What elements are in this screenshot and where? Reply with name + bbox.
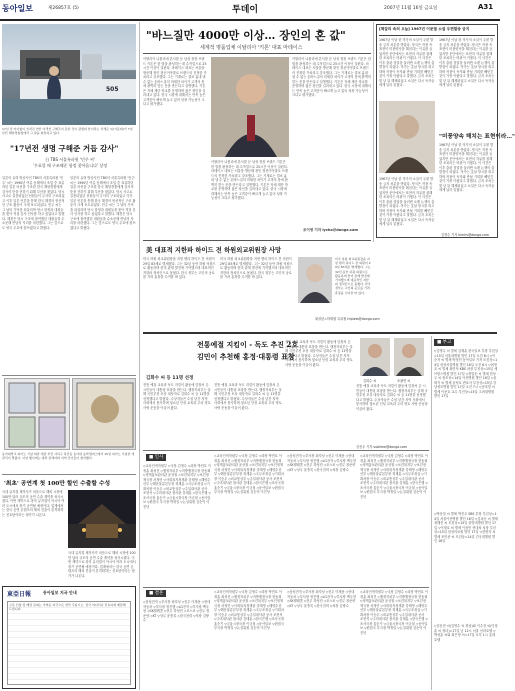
list2-col-3: ◇삼성전자 ▽부사장 최지성 ▽전무 이재용 ◇현대자동차 ▽부사장 정진행 ◇LG전자 ▽부사장 백우현 ◇SK텔레콤 ▽전무 하성민 ◇포스코 ▽전무 정준양 ◇KT ▽상무 윤종록 ◇한국전력 ▽처장 김쌍수 (287, 590, 357, 608)
mid-headline-2: 김민이 추천해 홍정·대통령 표창 (197, 352, 295, 361)
stamp-illustration-2 (73, 379, 137, 451)
night-photo (68, 490, 136, 548)
personnel-col-4: ◇교육인적자원부 ▽국장 김영수 ▽과장 박민호 이정훈 최성진 ◇행정자치부 ▽지방행정국장 한동희 ▽정책홍보관리관 윤상철 ◇보건복지부 ▽보건정책국장 서정민 ▽사회복지정책관 강태영 ◇해양수산부 ▽해운물류본부장 정재훈 ◇국무조정실 ▽기획차장 이승우 ◇외교통상부 ▽주일대사관 공사 조현석 ▽주미대사관 참사관 김태훈 ◇한국은행 ▽조사국장 홍순기 ▽금융시장국장 이규철 ◇동아일보 ▽편집국 부국장 박정일 ▽논설위원 김순덕 이진녕 (360, 454, 428, 499)
author-photo (379, 101, 435, 173)
left-hangul-body-2: 국내 뮤지컬 제작사가 처음으로 해외 시장에 100만 달러 규모의 공연 수출 계약을 성사시켰다. 이번 계약으로 창작 뮤지컬이 아시아 여러 도시에서 장기 공연될 예정이다. 업계에서는 한국 공연 콘텐츠의 해외 진출이 본격화하는 신호탄이라는 평가가 나온다. (68, 551, 136, 578)
mid-headline-1: 전통예절 지킴이 - 독도 추진 2호 (197, 340, 299, 349)
jo-portrait (394, 338, 424, 376)
col-rule-1 (139, 22, 140, 690)
left-article-body: 일본의 유력 방송사인 TBS의 서울특파원 '민주' 씨는 1990년 여름 동해에서 조업 중 표류하던 일본 어선을 구조한 한국 해양경찰에게 감사의 뜻을 전하기 위해 부산을 찾았다. 당시 사고로 실종되었던 선원들이 무사히 구조되었고 이후 일본 언론을 통해 한국 해경의 헌신적인 구조 활동이 크게 보도되었다. 민주 씨는 그 날의 기억을 되살리며 당시 함정과 대원들을 찾아 직접 감사 인사를 하고 싶었다고 말했다. 해경은 당시 구조에 참여했던 대원들을 수소문해 만남의 자리를 마련했다. 그는 앞으로도 양국 우호에 힘쓰겠다고 밝혔다. (2, 176, 65, 230)
obit-body-2: ▽박상철 씨 별세 박진우 SBS 부장 부친상=14일 서울아산병원 발인 16일 ▽김옥순 씨 별세 정해진 씨 모친상=15일 한양대병원 발인 17일 ▽이정호 씨 별세 이성민 현대차 차장 부친상=15일 삼성의료원 발인 17일 ▽한영자 씨 별세 조민준 씨 모친상=14일 건국대병원 발인 16일 (434, 512, 498, 543)
center-subhead: 세계적 명품업체 이탈리아 '키톤' 대표 마테이스 (200, 45, 303, 51)
col-rule-3 (431, 336, 432, 690)
col-rule-2 (373, 22, 374, 242)
ad-title: 동아일보 지국 안내 (43, 590, 77, 595)
list2-col-2: ◇교육인적자원부 ▽국장 김영수 ▽과장 박민호 이정훈 최성진 ◇행정자치부 ▽지방행정국장 한동희 ▽정책홍보관리관 윤상철 ◇보건복지부 ▽보건정책국장 서정민 ▽사회복지정책관 강태영 ◇해양수산부 ▽해운물류본부장 정재훈 ◇국무조정실 ▽기획차장 이승우 ◇외교통상부 ▽주일대사관 공사 조현석 ▽주미대사관 참사관 김태훈 ◇한국은행 ▽조사국장 홍순기 ▽금융시장국장 이규철 ◇동아일보 ▽편집국 부국장 박정일 ▽논설위원 김순덕 이진녕 (214, 590, 284, 630)
center-rule-3 (143, 332, 497, 334)
ship-illustration (2, 24, 136, 125)
subscription-ad (2, 586, 136, 689)
stamp-photo (4, 378, 70, 450)
caption-kim: 김화수 씨 (363, 379, 377, 383)
left-divider-2 (2, 474, 136, 475)
center-body-1: 이탈리아 나폴리에 본사를 둔 남성 정장 브랜드 키톤은 한 벌을 완성하는 데 수작업으로 25시간 이상이 걸린다. 마테이스 대표는 서울을 방문해 장인 정신이야말로 브랜드의 진정한 가치라고 강조했다. 그는 기계로는 결코 흉내 낼 수 없는 손바느질의 미세한 차이가 고객의 몸에 완벽히 맞는 옷을 만든다고 설명했다. 키톤은 자체 재단 학교를 운영하며 젊은 장인을 길러내고 있다. 한국 시장에 대해서는 안목 높은 고객층이 빠르게 늘고 있어 성장 가능성이 크다고 평가했다. (143, 57, 207, 106)
author-portrait (379, 101, 435, 173)
marriage-body: ▽김동현 씨(김영수 씨 장남)와 이수진 씨(이정훈 씨 장녀)=17일 낮 12시 서울 신라호텔 ▽박성훈 씨와 최은영 씨=17일 오후 1시 롯데호텔 (434, 624, 498, 642)
newspaper-logo: 동아일보 (2, 3, 33, 13)
bookmark-body-2: 1967년 이날 한 작가의 소설이 우편 발송 금지 처분을 받았다. 당국은 작품 속 표현이 미풍양속을 해친다는 이유를 들었지만 문단에서는 표현의 자유를 침해한 조치라는 비판이 거셌다. 이 사건은 이후 출판 검열을 둘러싼 오랜 논쟁의 출발점이 되었다. 작가는 훗날 당시를 회고하며 작품이 독자와 만날 기회를 빼앗긴 것이 가장 아팠다고 말했다. 금지 조치는 몇 년 뒤 해제되었고 소설은 다시 독자들에게 널리 읽혔다. (439, 38, 495, 87)
night-scene-illustration (68, 490, 136, 548)
kim-photo (360, 338, 390, 376)
bookmark-header: [책갈피 속의 오늘] 1967년 이문열 소설 우편발송 금지 (379, 27, 470, 31)
mid-body-4: 전통 예절 교육과 독도 지킴이 활동에 앞장서 온 시민들이 대통령 표창을 받는다. 행정자치부는 올해 국민추천 포상 대상자로 김화수 씨 등 11명을 선정했다고 밝혔다. 수상자들은 수십 년간 지역 사회에서 봉사하며 청소년 인성 교육과 우리 영토 사랑 운동을 이끌어 왔다. (356, 384, 428, 411)
left-hangul-body: 국내 뮤지컬 제작사가 처음으로 해외 시장에 100만 달러 규모의 공연 수출 계약을 성사시켰다. 이번 계약으로 창작 뮤지컬이 아시아 여러 도시에서 장기 공연될 예정이다. 업계에서는 한국 공연 콘텐츠의 해외 진출이 본격화하는 신호탄이라는 평가가 나온다. (2, 490, 65, 517)
center-rule-4 (143, 450, 429, 451)
personnel-col-3: ◇삼성전자 ▽부사장 최지성 ▽전무 이재용 ◇현대자동차 ▽부사장 정진행 ◇LG전자 ▽부사장 백우현 ◇SK텔레콤 ▽전무 하성민 ◇포스코 ▽전무 정준양 ◇KT ▽상무 윤종록 ◇한국전력 ▽처장 김쌍수 (287, 454, 357, 472)
hyde-portrait (298, 257, 332, 303)
bookmark-rule (379, 35, 495, 36)
center-headline: "바느질만 4000만 이상… 장인의 혼 값" (146, 29, 346, 42)
bookmark-body-3: 1967년 이날 한 작가의 소설이 우편 발송 금지 처분을 받았다. 당국은 작품 속 표현이 미풍양속을 해친다는 이유를 들었지만 문단에서는 표현의 자유를 침해한 조치라는 비판이 거셌다. 이 사건은 이후 출판 검열을 둘러싼 오랜 논쟁의 출발점이 되었다. 작가는 훗날 당시를 회고하며 작품이 독자와 만날 기회를 빼앗긴 것이 가장 아팠다고 말했다. 금지 조치는 몇 년 뒤 해제되었고 소설은 다시 독자들에게 널리 읽혔다. (379, 177, 435, 226)
bookmark-quote: "미풍양속 해치는 표현이라…" (439, 134, 515, 140)
left-quote-headline: "17년전 생명 구해준 거듭 감사" (10, 144, 119, 153)
stamp-photo-2 (72, 378, 136, 450)
left-hangul-headline: '최초' 공연계 첫 100만 할인 수출할 수성 (4, 481, 111, 487)
stamp-caption: 동아대학교 피아노 기념 회관 개관 부산 사하구 하단동 동아대 승학캠퍼스에서 15일 피아노 기념관 개관식이 열렸다. 이날 행사에는 대학 관계자와 지역 인사들이 참석했다. (2, 452, 135, 461)
left-divider-1 (2, 375, 136, 376)
caption-jo: 조광연 씨 (397, 379, 411, 383)
story2-headline: 美 대표적 지한파 하이드 전 하원외교위원장 사망 (146, 247, 282, 254)
photo-caption: 17년 전 어이없이 쓰러진 연안 여객선 구해주지 못한 것이 평생의 한이라는 서세은 씨(가운데)가 7일 부산 해양경찰청에서 그 날을 회상하고 있다. (2, 127, 133, 136)
bookmark-byline: 김현수 기자 kimhs@donga.com (441, 233, 489, 237)
issue-number: 제26857호 (5) (48, 6, 79, 11)
center-byline: 조이영 기자 lycho@donga.com (303, 228, 359, 232)
obit-label: ■ 부고 (434, 339, 454, 346)
story2-byline: 워싱턴=하태원 특파원 triplets@donga.com (315, 317, 380, 321)
personnel-col-1: ◇교육인적자원부 ▽국장 김영수 ▽과장 박민호 이정훈 최성진 ◇행정자치부 ▽지방행정국장 한동희 ▽정책홍보관리관 윤상철 ◇보건복지부 ▽보건정책국장 서정민 ▽사회복지정책관 강태영 ◇해양수산부 ▽해운물류본부장 정재훈 ◇국무조정실 ▽기획차장 이승우 ◇외교통상부 ▽주일대사관 공사 조현석 ▽주미대사관 참사관 김태훈 ◇한국은행 ▽조사국장 홍순기 ▽금융시장국장 이규철 ◇동아일보 ▽편집국 부국장 박정일 ▽논설위원 김순덕 이진녕 (143, 464, 211, 509)
story2-body-2: 미국 하원 외교위원장을 지낸 헨리 하이드 전 의원이 29일 83세로 별세했다. 그는 32년 동안 하원 의원으로 활동하며 한미 관계 발전에 기여했으며 대표적인 지한파 정치인으로 꼽혔다. 한국 정부는 고인의 공로를 기려 훈장을 수여한 바 있다. (220, 257, 293, 279)
issue-date: 2007년 11월 16일 금요일 (384, 6, 438, 11)
personnel-label: ■ 인사 (146, 454, 166, 461)
left-sub2: '우표할 때 구조해준 함정 찾아옵니다' 상정 (32, 163, 108, 168)
center-body-2: 이탈리아 나폴리에 본사를 둔 남성 정장 브랜드 키톤은 한 벌을 완성하는 데 수작업으로 25시간 이상이 걸린다. 마테이스 대표는 서울을 방문해 장인 정신이야말로 브랜드의 진정한 가치라고 강조했다. 그는 기계로는 결코 흉내 낼 수 없는 손바느질의 미세한 차이가 고객의 몸에 완벽히 맞는 옷을 만든다고 설명했다. 키톤은 자체 재단 학교를 운영하며 젊은 장인을 길러내고 있다. 한국 시장에 대해서는 안목 높은 고객층이 빠르게 늘고 있어 성장 가능성이 크다고 평가했다. (211, 160, 288, 200)
mateis-photo (211, 57, 289, 157)
list2-col-1: ◇삼성전자 ▽부사장 최지성 ▽전무 이재용 ◇현대자동차 ▽부사장 정진행 ◇LG전자 ▽부사장 백우현 ◇SK텔레콤 ▽전무 하성민 ◇포스코 ▽전무 정준양 ◇KT ▽상무 윤종록 ◇한국전력 ▽처장 김쌍수 (143, 600, 211, 622)
left-subheads (4, 157, 136, 169)
center-body-3: 이탈리아 나폴리에 본사를 둔 남성 정장 브랜드 키톤은 한 벌을 완성하는 데 수작업으로 25시간 이상이 걸린다. 마테이스 대표는 서울을 방문해 장인 정신이야말로 브랜드의 진정한 가치라고 강조했다. 그는 기계로는 결코 흉내 낼 수 없는 손바느질의 미세한 차이가 고객의 몸에 완벽히 맞는 옷을 만든다고 설명했다. 키톤은 자체 재단 학교를 운영하며 젊은 장인을 길러내고 있다. 한국 시장에 대해서는 안목 높은 고객층이 빠르게 늘고 있어 성장 가능성이 크다고 평가했다. (292, 57, 371, 97)
center-rule-5 (143, 587, 429, 588)
personnel-col-2: ◇교육인적자원부 ▽국장 김영수 ▽과장 박민호 이정훈 최성진 ◇행정자치부 ▽지방행정국장 한동희 ▽정책홍보관리관 윤상철 ◇보건복지부 ▽보건정책국장 서정민 ▽사회복지정책관 강태영 ◇해양수산부 ▽해운물류본부장 정재훈 ◇국무조정실 ▽기획차장 이승우 ◇외교통상부 ▽주일대사관 공사 조현석 ▽주미대사관 참사관 김태훈 ◇한국은행 ▽조사국장 홍순기 ▽금융시장국장 이규철 ◇동아일보 ▽편집국 부국장 박정일 ▽논설위원 김순덕 이진녕 (214, 454, 284, 494)
jo-photo (394, 338, 424, 376)
section-title: 투데이 (232, 5, 259, 15)
ad-logo: 東亞日報 (7, 591, 32, 598)
obit-body-1: ▽김병수 씨 별세 김재훈 한국일보 부장 부친상=15일 서울대병원 발인 17일 오전 8시 ▽이순자 씨 별세 박정민 동아일보 기자 모친상=14일 삼성서울병원 발인 16일 오전 6시 ▽최영호 씨 별세 최민석 KBS 차장 부친상=15일 세브란스병원 발인 17일 ▽정말순 씨 별세 한상우 씨 장모상=14일 아산병원 발인 16일 ▽윤태식 씨 별세 윤성호 변호사 부친상=15일 강남성모병원 발인 17일 오전 7시 ▽송미경 씨 별세 이준호 교수 부인상=15일 고려대병원 발인 17일 (434, 349, 498, 398)
center-rule-1 (143, 53, 371, 54)
left-sub1: 日 TBS 서울특파원 '민주 씨' (45, 157, 95, 162)
bookmark-box (376, 24, 515, 238)
mid-body-1: 전통 예절 교육과 독도 지킴이 활동에 앞장서 온 시민들이 대통령 표창을 받는다. 행정자치부는 올해 국민추천 포상 대상자로 김화수 씨 등 11명을 선정했다고 밝혔다. 수상자들은 수십 년간 지역 사회에서 봉사하며 청소년 인성 교육과 우리 영토 사랑 운동을 이끌어 왔다. (143, 383, 211, 410)
mid-byline: 김선우 기자 sublime@donga.com (356, 445, 407, 449)
list2-label: ■ 결혼 (146, 590, 166, 597)
list2-col-4: ◇교육인적자원부 ▽국장 김영수 ▽과장 박민호 이정훈 최성진 ◇행정자치부 ▽지방행정국장 한동희 ▽정책홍보관리관 윤상철 ◇보건복지부 ▽보건정책국장 서정민 ▽사회복지정책관 강태영 ◇해양수산부 ▽해운물류본부장 정재훈 ◇국무조정실 ▽기획차장 이승우 ◇외교통상부 ▽주일대사관 공사 조현석 ▽주미대사관 참사관 김태훈 ◇한국은행 ▽조사국장 홍순기 ▽금융시장국장 이규철 ◇동아일보 ▽편집국 부국장 박정일 ▽논설위원 김순덕 이진녕 (360, 590, 428, 635)
mid-subhead: 김화수 씨 등 11명 선정 (146, 376, 194, 381)
center-rule-2 (143, 240, 371, 241)
left-article-body-2: 일본의 유력 방송사인 TBS의 서울특파원 '민주' 씨는 1990년 여름 동해에서 조업 중 표류하던 일본 어선을 구조한 한국 해양경찰에게 감사의 뜻을 전하기 위해 부산을 찾았다. 당시 사고로 실종되었던 선원들이 무사히 구조되었고 이후 일본 언론을 통해 한국 해경의 헌신적인 구조 활동이 크게 보도되었다. 민주 씨는 그 날의 기억을 되살리며 당시 함정과 대원들을 찾아 직접 감사 인사를 하고 싶었다고 말했다. 해경은 당시 구조에 참여했던 대원들을 수소문해 만남의 자리를 마련했다. 그는 앞으로도 양국 우호에 힘쓰겠다고 밝혔다. (70, 176, 136, 230)
mid-body-2: 전통 예절 교육과 독도 지킴이 활동에 앞장서 온 시민들이 대통령 표창을 받는다. 행정자치부는 올해 국민추천 포상 대상자로 김화수 씨 등 11명을 선정했다고 밝혔다. 수상자들은 수십 년간 지역 사회에서 봉사하며 청소년 인성 교육과 우리 영토 사랑 운동을 이끌어 왔다. (214, 383, 282, 410)
ship-photo (2, 24, 136, 125)
page-number: A31 (478, 3, 494, 11)
story2-body-1: 미국 하원 외교위원장을 지낸 헨리 하이드 전 의원이 29일 83세로 별세했다. 그는 32년 동안 하원 의원으로 활동하며 한미 관계 발전에 기여했으며 대표적인 지한파 정치인으로 꼽혔다. 한국 정부는 고인의 공로를 기려 훈장을 수여한 바 있다. (143, 257, 216, 279)
ship-number: 505 (106, 86, 119, 93)
bookmark-body-1: 1967년 이날 한 작가의 소설이 우편 발송 금지 처분을 받았다. 당국은 작품 속 표현이 미풍양속을 해친다는 이유를 들었지만 문단에서는 표현의 자유를 침해한 조치라는 비판이 거셌다. 이 사건은 이후 출판 검열을 둘러싼 오랜 논쟁의 출발점이 되었다. 작가는 훗날 당시를 회고하며 작품이 독자와 만날 기회를 빼앗긴 것이 가장 아팠다고 말했다. 금지 조치는 몇 년 뒤 해제되었고 소설은 다시 독자들에게 널리 읽혔다. (379, 38, 435, 87)
stamp-illustration (5, 379, 71, 451)
story2-body-3: 미국 하원 외교위원장을 지낸 헨리 하이드 전 의원이 29일 83세로 별세했다. 그는 32년 동안 하원 의원으로 활동하며 한미 관계 발전에 기여했으며 대표적인 지한파 정치인으로 꼽혔다. 한국 정부는 고인의 공로를 기려 훈장을 수여한 바 있다. (335, 257, 371, 295)
ad-body: 구독 신청 및 배달 문의는 가까운 지국으로 연락 주십시오. 전국 어디서나 신속하게 배달해 드립니다. (9, 603, 126, 612)
masthead-rule (0, 19, 500, 21)
mid-body-3: 전통 예절 교육과 독도 지킴이 활동에 앞장서 온 시민들이 대통령 표창을 받는다. 행정자치부는 올해 국민추천 포상 대상자로 김화수 씨 등 11명을 선정했다고 밝혔다. 수상자들은 수십 년간 지역 사회에서 봉사하며 청소년 인성 교육과 우리 영토 사랑 운동을 이끌어 왔다. (285, 340, 353, 367)
hyde-photo (298, 257, 332, 303)
kim-portrait (360, 338, 390, 376)
portrait-illustration (211, 57, 289, 157)
bookmark-body-4: 1967년 이날 한 작가의 소설이 우편 발송 금지 처분을 받았다. 당국은 작품 속 표현이 미풍양속을 해친다는 이유를 들었지만 문단에서는 표현의 자유를 침해한 조치라는 비판이 거셌다. 이 사건은 이후 출판 검열을 둘러싼 오랜 논쟁의 출발점이 되었다. 작가는 훗날 당시를 회고하며 작품이 독자와 만날 기회를 빼앗긴 것이 가장 아팠다고 말했다. 금지 조치는 몇 년 뒤 해제되었고 소설은 다시 독자들에게 널리 읽혔다. (439, 143, 495, 192)
